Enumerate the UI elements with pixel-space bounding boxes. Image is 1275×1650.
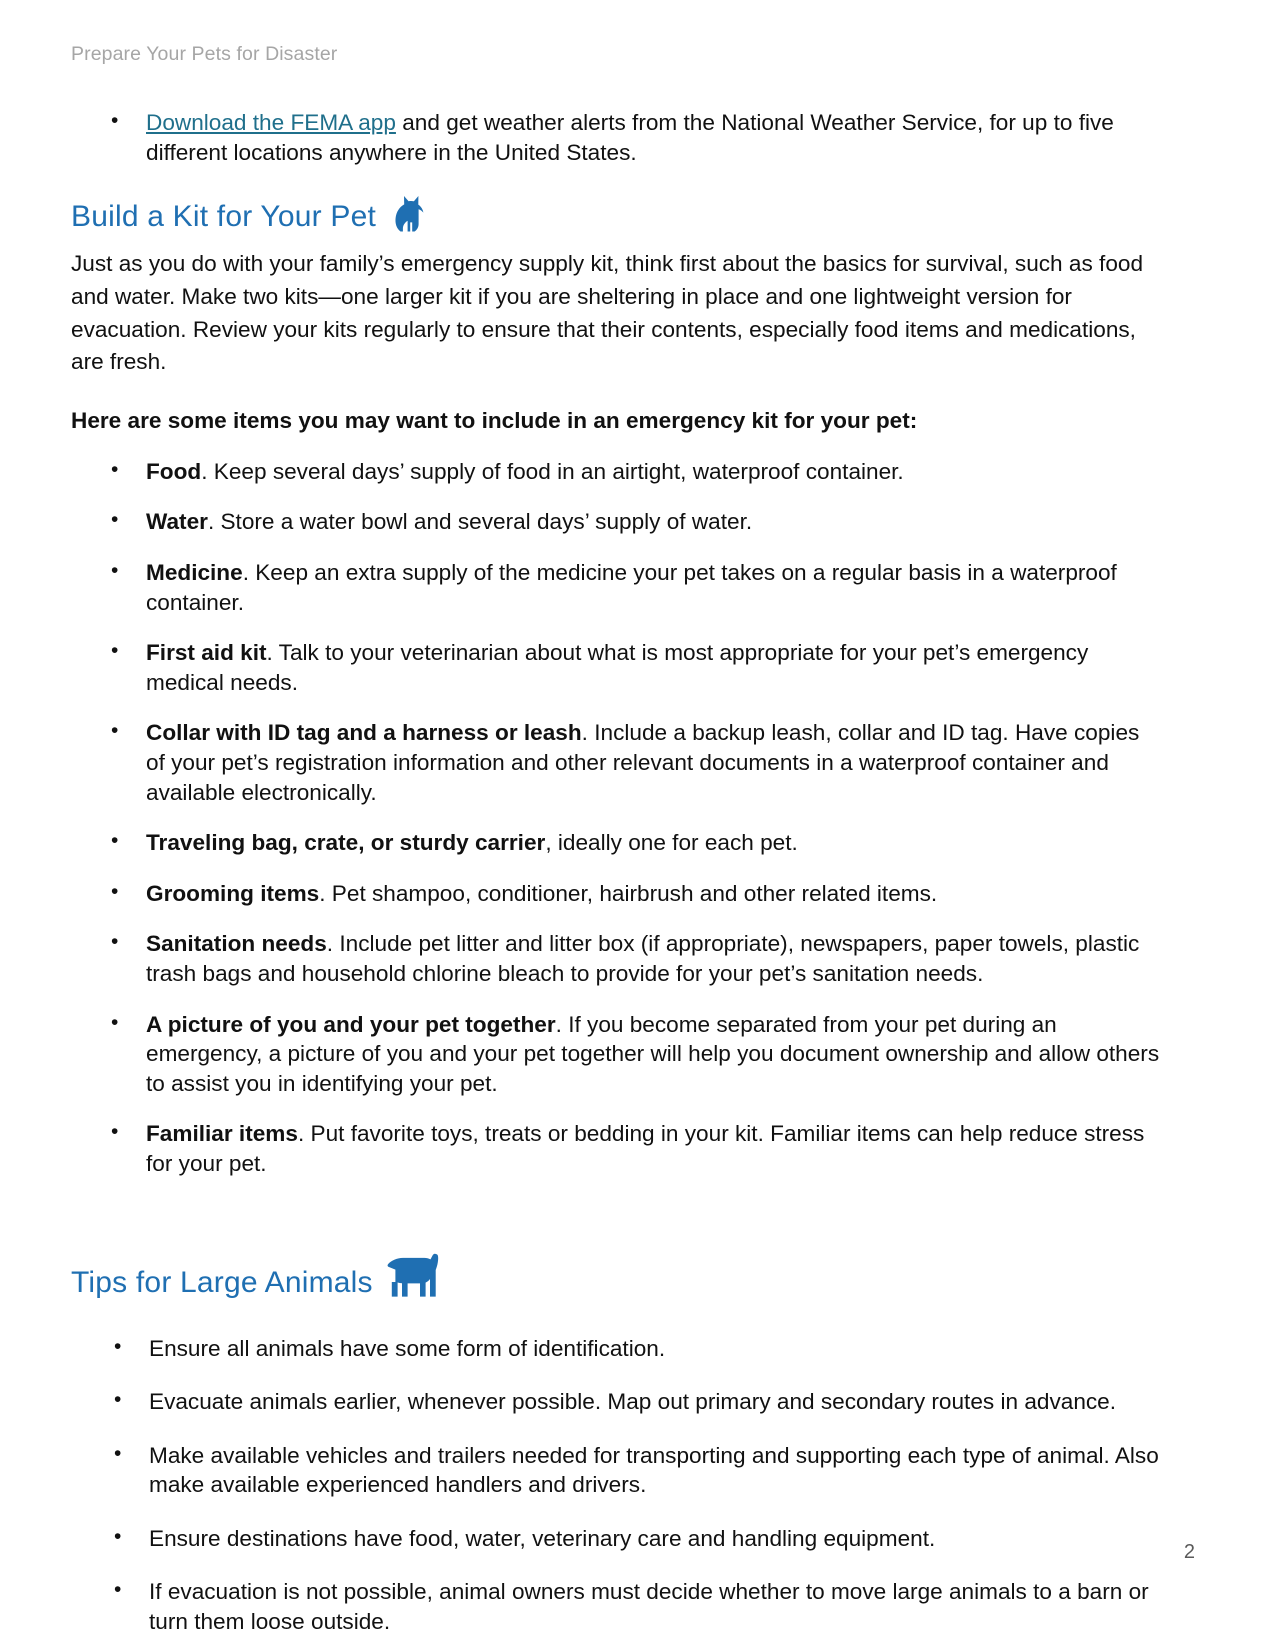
list-item [71, 507, 1161, 537]
list-item [71, 718, 1161, 807]
list-item-text: . Talk to your veterinarian about what is most appropriate for your pet’s emergency medical needs. [146, 640, 1089, 695]
section-heading-build-a-kit [71, 194, 1161, 232]
section-heading-build-a-kit-label: Build a Kit for Your Pet [71, 200, 376, 234]
list-item-lead: Grooming items [146, 880, 320, 906]
list-item-lead: Water [146, 509, 208, 535]
list-item-lead: Familiar items [146, 1121, 298, 1147]
list-item [71, 638, 1161, 697]
list-item-text: . Store a water bowl and several days’ supply of water. [207, 509, 753, 535]
list-item [71, 108, 1161, 167]
list-item [71, 1387, 1161, 1417]
download-fema-app-link[interactable]: Download the FEMA app [146, 110, 396, 135]
list-item-text: , ideally one for each pet. [545, 830, 798, 856]
list-item-lead: Sanitation needs [146, 931, 327, 957]
list-item-text: Ensure all animals have some form of identification. [149, 1335, 666, 1361]
list-item-text: . Include pet litter and litter box (if appropriate), newspapers, paper towels, plastic trash bags and household chlorine bleach to provide for your pet’s sanitation needs. [146, 931, 1140, 986]
running-header: Prepare Your Pets for Disaster [71, 43, 338, 65]
list-item-lead: Food [146, 458, 202, 484]
list-item [71, 1441, 1161, 1500]
list-item-text: If evacuation is not possible, animal owners must decide whether to move large animals to a barn or turn them loose outside. [149, 1579, 1149, 1635]
list-item-lead: Traveling bag, crate, or sturdy carrier [146, 830, 546, 856]
list-item [71, 828, 1161, 858]
horse-icon [387, 1252, 441, 1298]
list-item [71, 558, 1161, 617]
emergency-kit-list [71, 457, 1161, 1179]
list-item-text: . Put favorite toys, treats or bedding in your kit. Familiar items can help reduce stress for your pet. [146, 1121, 1145, 1176]
list-item-text: Make available vehicles and trailers needed for transporting and supporting each type of animal. Also make available experienced handlers and drivers. [149, 1442, 1159, 1498]
section-heading-large-animals [71, 1252, 1161, 1298]
intro-bullet-text: and get weather alerts from the National Weather Service, for up to five different locations anywhere in the United States. [146, 110, 1114, 165]
kit-list-intro: Here are some items you may want to include in an emergency kit for your pet: [71, 408, 918, 434]
list-item [71, 1119, 1161, 1178]
list-item [71, 929, 1161, 988]
intro-bullet-list [71, 108, 1161, 167]
list-item-lead: Medicine [146, 560, 243, 585]
page-number: 2 [1183, 1541, 1195, 1563]
document-content [71, 108, 1161, 1650]
list-item-text: Ensure destinations have food, water, veterinary care and handling equipment. [149, 1525, 936, 1551]
list-item-text: . Keep an extra supply of the medicine your pet takes on a regular basis in a waterproof container. [146, 560, 1117, 615]
cat-icon [390, 194, 424, 232]
list-item-text: . If you become separated from your pet during an emergency, a picture of you and your pet together will help you document ownership and allow others to assist you in identifying your pet. [146, 1011, 1160, 1096]
large-animals-list [71, 1334, 1161, 1637]
list-item-lead: A picture of you and your pet together [146, 1011, 556, 1037]
section-heading-large-animals-label: Tips for Large Animals [71, 1265, 373, 1299]
list-item-lead: Collar with ID tag and a harness or leash [146, 720, 582, 746]
list-item-text: . Include a backup leash, collar and ID tag. Have copies of your pet’s registration information and other relevant documents in a waterproof container and available electronically. [146, 720, 1140, 805]
list-item [71, 457, 1161, 487]
list-item [71, 879, 1161, 909]
list-item [71, 1577, 1161, 1636]
list-item-lead: First aid kit [146, 640, 267, 666]
list-item-text: Evacuate animals earlier, whenever possible. Map out primary and secondary routes in advance. [149, 1389, 1117, 1415]
list-item-text: . Pet shampoo, conditioner, hairbrush and other related items. [319, 880, 938, 906]
build-a-kit-paragraph: Just as you do with your family’s emergency supply kit, think first about the basics for survival, such as food and water. Make two kits—one larger kit if you are sheltering in place and one lightweight version for evacuation. Review your kits regularly to ensure that their contents, especially food items and medications, are fresh. [71, 251, 1144, 375]
list-item [71, 1334, 1161, 1364]
list-item [71, 1524, 1161, 1554]
list-item-text: . Keep several days’ supply of food in an airtight, waterproof container. [201, 458, 904, 484]
list-item [71, 1010, 1161, 1099]
